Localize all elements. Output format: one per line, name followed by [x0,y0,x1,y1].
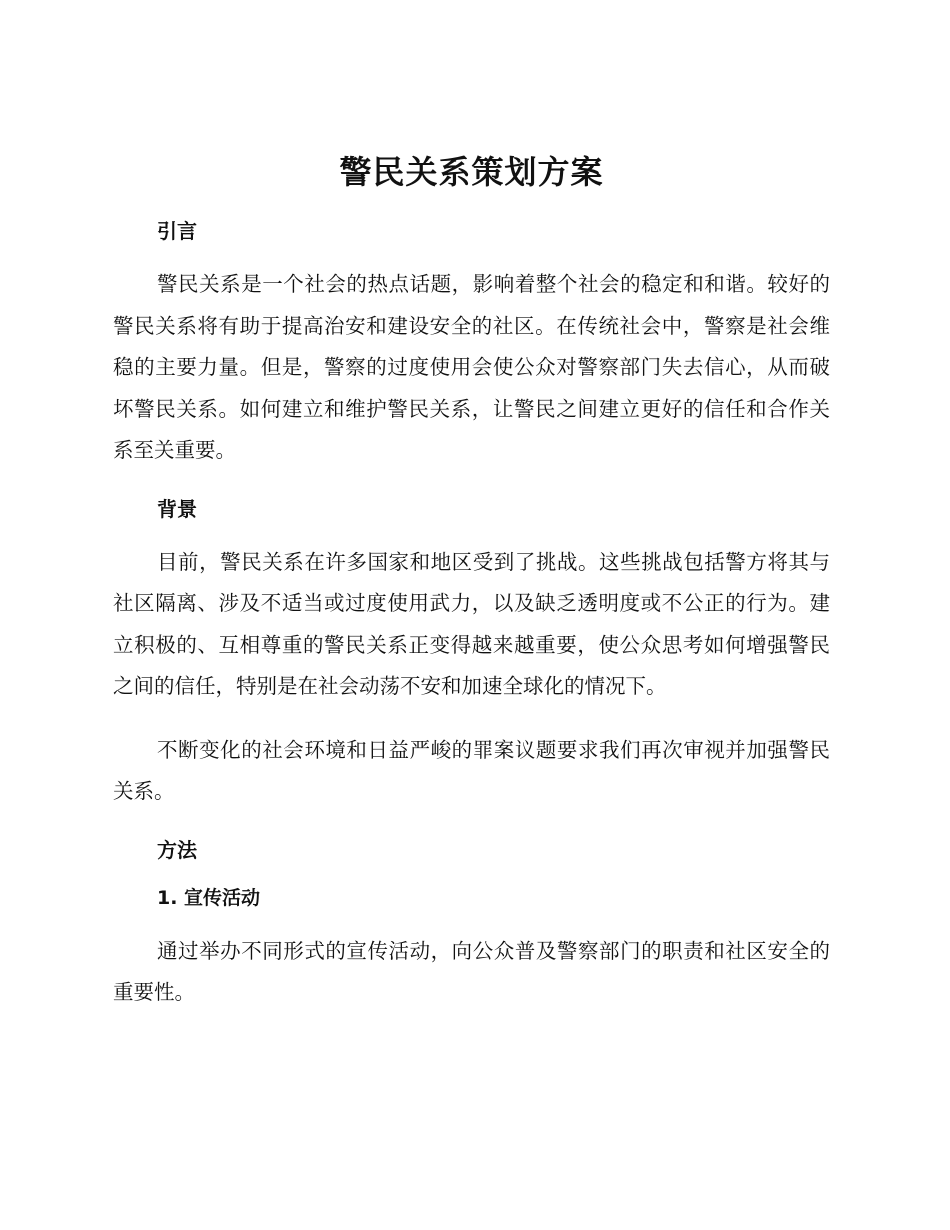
background-paragraph-2: 不断变化的社会环境和日益严峻的罪案议题要求我们再次审视并加强警民关系。 [113,737,830,803]
section-methods [113,835,830,1014]
section-background [113,494,830,813]
section-intro [113,216,830,472]
document-title: 警民关系策划方案 [339,153,604,191]
section-heading-intro: 引言 [157,219,197,243]
method-paragraph-publicity: 通过举办不同形式的宣传活动，向公众普及警察部门的职责和社区安全的重要性。 [113,938,830,1004]
method-heading-publicity: 1. 宣传活动 [157,886,261,909]
background-paragraph-1: 目前，警民关系在许多国家和地区受到了挑战。这些挑战包括警方将其与社区隔离、涉及不适当或过度使用武力，以及缺乏透明度或不公正的行为。建立积极的、互相尊重的警民关系正变得越来越重要，使公众思考如何增强警民之间的信任，特别是在社会动荡不安和加速全球化的情况下。 [113,549,830,698]
section-heading-methods: 方法 [157,837,197,862]
section-heading-background: 背景 [157,496,197,521]
intro-paragraph: 警民关系是一个社会的热点话题，影响着整个社会的稳定和和谐。较好的警民关系将有助于提高治安和建设安全的社区。在传统社会中，警察是社会维稳的主要力量。但是，警察的过度使用会使公众对警察部门失去信心，从而破坏警民关系。如何建立和维护警民关系，让警民之间建立更好的信任和合作关系至关重要。 [113,272,830,462]
